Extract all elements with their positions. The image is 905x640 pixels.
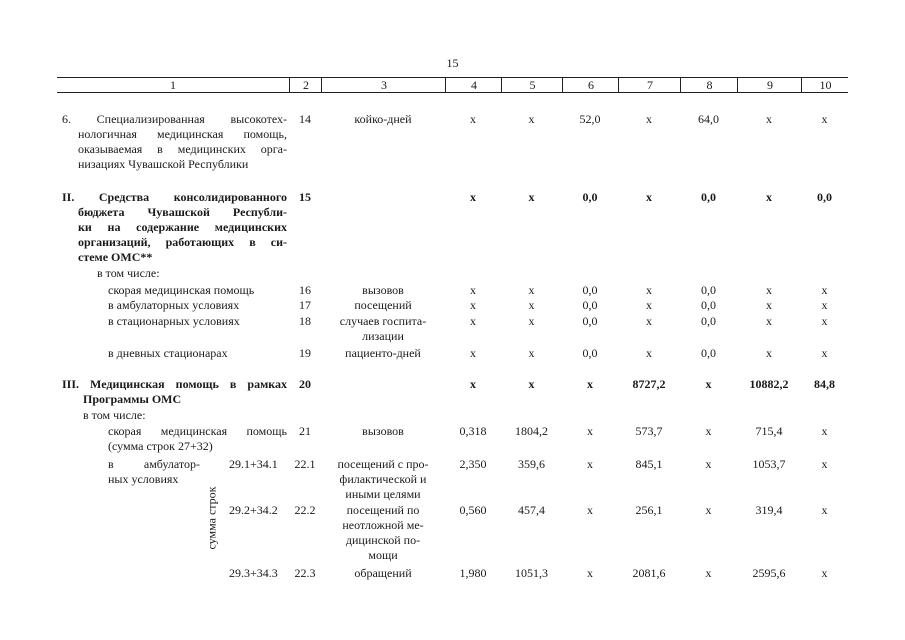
cell-c7: 8727,2 (632, 377, 666, 391)
cell-c9: 1053,7 (752, 457, 786, 471)
cell-c6: 52,0 (579, 112, 601, 126)
cell-c9: 319,4 (755, 503, 783, 517)
cell-c9: х (766, 283, 772, 297)
cell-c4: 2,350 (459, 457, 487, 471)
cell-c10: х (821, 457, 828, 471)
col-header-10: 10 (801, 78, 849, 92)
cell-c5: х (528, 190, 535, 204)
cell-c5: х (528, 346, 535, 360)
sum-rows: 29.3+34.3 (229, 566, 278, 580)
row-label-line: скорая медицинская помощь (108, 424, 287, 438)
cell-c6: х (587, 424, 593, 438)
row-unit: посещений (354, 298, 412, 312)
cell-c7: х (646, 190, 652, 204)
row-label-line: в амбулатор- (108, 457, 200, 471)
cell-c10: х (821, 424, 828, 438)
section-title-line: бюджета Чувашской Республи- (78, 205, 287, 219)
cell-c7: 256,1 (635, 503, 663, 517)
row-label: в стационарных условиях (108, 314, 240, 328)
cell-c5: х (528, 377, 535, 391)
column-header-row (57, 77, 848, 93)
cell-c8: 0,0 (701, 346, 716, 360)
cell-c4: х (470, 190, 476, 204)
col-header-8: 8 (680, 78, 738, 92)
section-title-line: II. Средства консолидированного (62, 190, 287, 204)
section-title-line: организаций, работающих в си- (78, 235, 287, 249)
cell-c4: х (470, 346, 476, 360)
cell-c9: 715,4 (755, 424, 783, 438)
row-unit: пациенто-дней (345, 346, 421, 360)
cell-c10: 0,0 (817, 190, 832, 204)
cell-c10: х (821, 346, 828, 360)
cell-c7: х (646, 314, 652, 328)
cell-c4: 0,318 (459, 424, 487, 438)
cell-c4: х (470, 112, 476, 126)
cell-c8: х (705, 424, 712, 438)
cell-c4: х (470, 377, 476, 391)
row-unit: мощи (368, 548, 398, 562)
vertical-sum-label: сумма строк (204, 486, 219, 549)
cell-c5: 359,6 (518, 457, 545, 471)
col-header-9: 9 (737, 78, 802, 92)
cell-c7: 573,7 (635, 424, 663, 438)
row-label-line: ных условиях (108, 472, 179, 486)
row-unit: иными целями (345, 487, 421, 501)
cell-c5: х (528, 314, 535, 328)
row-code: 14 (299, 112, 311, 126)
cell-c6: 0,0 (582, 298, 598, 312)
row-code: 19 (299, 346, 311, 360)
cell-c9: х (766, 298, 772, 312)
including-label: в том числе: (97, 266, 160, 280)
section-title-line: III. Медицинская помощь в рамках (62, 377, 287, 391)
page-number: 15 (446, 56, 459, 70)
cell-c8: х (705, 503, 712, 517)
row-unit: дицинской по- (345, 533, 421, 547)
col-header-4: 4 (445, 78, 502, 92)
section-title-line: стеме ОМС** (78, 250, 153, 264)
row-label-line: (сумма строк 27+32) (108, 439, 213, 453)
cell-c9: х (766, 112, 772, 126)
cell-c10: х (821, 566, 828, 580)
row-label-line: низациях Чувашской Республики (78, 157, 249, 171)
section-title-line: ки на содержание медицинских (78, 220, 287, 234)
cell-c7: 845,1 (635, 457, 663, 471)
cell-c9: х (766, 190, 772, 204)
cell-c6: х (587, 457, 593, 471)
cell-c7: х (646, 283, 652, 297)
cell-c9: х (766, 346, 772, 360)
cell-c8: 64,0 (698, 112, 719, 126)
cell-c4: х (470, 298, 476, 312)
row-unit: неотложной ме- (342, 518, 424, 532)
cell-c6: х (587, 377, 593, 391)
cell-c6: 0,0 (582, 346, 598, 360)
cell-c10: х (821, 112, 828, 126)
row-unit: посещений по (346, 503, 420, 517)
cell-c5: 1051,3 (515, 566, 548, 580)
cell-c8: 0,0 (701, 314, 716, 328)
cell-c6: 0,0 (582, 283, 598, 297)
cell-c8: 0,0 (701, 190, 716, 204)
cell-c8: 0,0 (701, 283, 716, 297)
cell-c10: х (821, 283, 828, 297)
section-title-line: Программы ОМС (83, 392, 182, 406)
cell-c10: х (821, 503, 828, 517)
cell-c8: х (705, 457, 712, 471)
col-header-7: 7 (618, 78, 681, 92)
cell-c4: 1,980 (459, 566, 487, 580)
cell-c4: х (470, 283, 476, 297)
row-label: скорая медицинская помощь (108, 283, 255, 297)
row-code: 15 (299, 190, 311, 204)
row-code: 18 (299, 314, 311, 328)
cell-c10: х (821, 298, 828, 312)
cell-c7: 2081,6 (632, 566, 666, 580)
cell-c7: х (646, 346, 652, 360)
cell-c6: х (587, 503, 593, 517)
cell-c4: х (470, 314, 476, 328)
row-label-line: 6. Специализированная высокотех- (62, 112, 287, 126)
col-header-2: 2 (289, 78, 322, 92)
cell-c8: 0,0 (701, 298, 716, 312)
row-code: 22.2 (294, 503, 316, 517)
cell-c10: 84,8 (814, 377, 835, 391)
cell-c7: х (646, 112, 652, 126)
row-unit: лизации (362, 329, 404, 343)
row-unit: вызовов (362, 424, 404, 438)
row-unit: случаев госпита- (339, 314, 427, 328)
row-unit: филактической и (339, 472, 427, 486)
row-unit: койко-дней (354, 112, 412, 126)
row-code: 21 (299, 424, 311, 438)
row-unit: обращений (354, 566, 412, 580)
row-label: в дневных стационарах (108, 346, 228, 360)
cell-c9: х (766, 314, 772, 328)
sum-rows: 29.1+34.1 (229, 457, 278, 471)
row-code: 22.1 (294, 457, 316, 471)
col-header-1: 1 (170, 78, 176, 92)
cell-c8: х (705, 377, 712, 391)
row-label: в амбулаторных условиях (108, 298, 240, 312)
col-header-3: 3 (321, 78, 446, 92)
cell-c5: х (528, 112, 535, 126)
cell-c7: х (646, 298, 652, 312)
row-label-line: нологичная медицинская помощь, (78, 127, 287, 141)
cell-c9: 10882,2 (749, 377, 789, 391)
row-code: 16 (299, 283, 311, 297)
cell-c8: х (705, 566, 712, 580)
including-label: в том числе: (83, 408, 146, 422)
row-label-line: оказываемая в медицинских орга- (78, 142, 287, 156)
cell-c5: х (528, 283, 535, 297)
row-code: 22.3 (294, 566, 316, 580)
cell-c5: 457,4 (518, 503, 545, 517)
cell-c6: 0,0 (582, 190, 598, 204)
cell-c9: 2595,6 (752, 566, 786, 580)
col-header-5: 5 (501, 78, 563, 92)
cell-c6: х (587, 566, 593, 580)
row-unit: посещений с про- (337, 457, 429, 471)
row-code: 17 (299, 298, 311, 312)
row-code: 20 (299, 377, 311, 391)
cell-c10: х (821, 314, 828, 328)
cell-c6: 0,0 (582, 314, 598, 328)
row-unit: вызовов (362, 283, 404, 297)
sum-rows: 29.2+34.2 (229, 503, 278, 517)
cell-c5: 1804,2 (515, 424, 548, 438)
cell-c4: 0,560 (459, 503, 487, 517)
cell-c5: х (528, 298, 535, 312)
col-header-6: 6 (562, 78, 619, 92)
